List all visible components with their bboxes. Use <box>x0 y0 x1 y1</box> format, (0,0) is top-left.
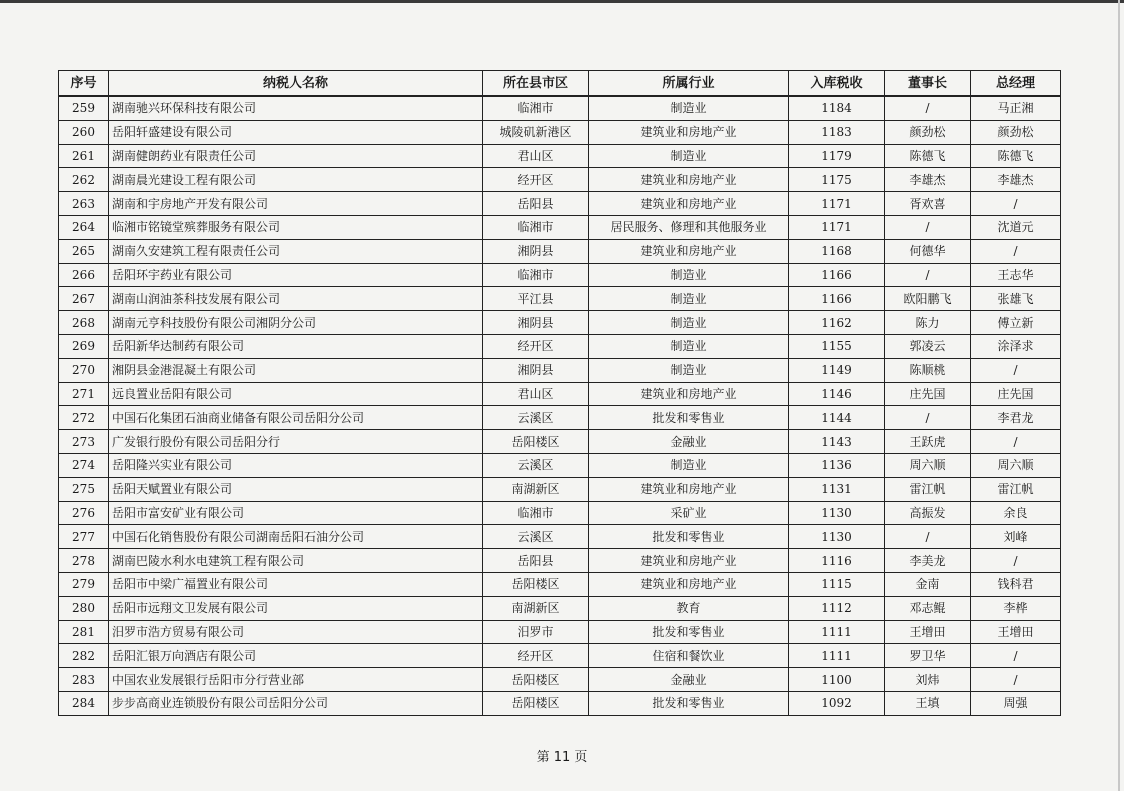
cell-district: 湘阴县 <box>483 239 589 263</box>
cell-industry: 制造业 <box>589 311 789 335</box>
cell-manager: 陈德飞 <box>971 144 1061 168</box>
cell-industry: 建筑业和房地产业 <box>589 239 789 263</box>
cell-tax: 1144 <box>789 406 885 430</box>
cell-district: 君山区 <box>483 144 589 168</box>
cell-no: 274 <box>59 453 109 477</box>
cell-chairman: 王跃虎 <box>885 430 971 454</box>
cell-tax: 1112 <box>789 596 885 620</box>
cell-tax: 1111 <box>789 620 885 644</box>
cell-chairman: / <box>885 96 971 120</box>
cell-no: 279 <box>59 572 109 596</box>
cell-chairman: 邓志鲲 <box>885 596 971 620</box>
cell-no: 259 <box>59 96 109 120</box>
cell-manager: 王增田 <box>971 620 1061 644</box>
cell-no: 273 <box>59 430 109 454</box>
cell-no: 278 <box>59 549 109 573</box>
cell-chairman: 欧阳鹏飞 <box>885 287 971 311</box>
cell-manager: 雷江帆 <box>971 477 1061 501</box>
cell-tax: 1184 <box>789 96 885 120</box>
cell-tax: 1175 <box>789 168 885 192</box>
cell-industry: 建筑业和房地产业 <box>589 572 789 596</box>
cell-district: 云溪区 <box>483 453 589 477</box>
cell-tax: 1166 <box>789 263 885 287</box>
cell-tax: 1136 <box>789 453 885 477</box>
cell-taxpayer-name: 岳阳市富安矿业有限公司 <box>109 501 483 525</box>
cell-manager: / <box>971 668 1061 692</box>
table-row <box>59 430 1061 454</box>
cell-district: 岳阳楼区 <box>483 668 589 692</box>
cell-taxpayer-name: 中国石化销售股份有限公司湖南岳阳石油分公司 <box>109 525 483 549</box>
cell-taxpayer-name: 湖南健朗药业有限责任公司 <box>109 144 483 168</box>
cell-tax: 1168 <box>789 239 885 263</box>
cell-district: 云溪区 <box>483 406 589 430</box>
table-row <box>59 168 1061 192</box>
cell-chairman: 王填 <box>885 691 971 715</box>
cell-chairman: 王增田 <box>885 620 971 644</box>
cell-tax: 1100 <box>789 668 885 692</box>
table-row <box>59 144 1061 168</box>
cell-taxpayer-name: 湖南巴陵水利水电建筑工程有限公司 <box>109 549 483 573</box>
header-name: 纳税人名称 <box>109 71 483 97</box>
cell-industry: 制造业 <box>589 453 789 477</box>
cell-no: 281 <box>59 620 109 644</box>
cell-industry: 住宿和餐饮业 <box>589 644 789 668</box>
cell-taxpayer-name: 湖南驰兴环保科技有限公司 <box>109 96 483 120</box>
table-row <box>59 287 1061 311</box>
header-tax: 入库税收 <box>789 71 885 97</box>
cell-no: 264 <box>59 215 109 239</box>
cell-industry: 批发和零售业 <box>589 691 789 715</box>
cell-chairman: 陈德飞 <box>885 144 971 168</box>
cell-no: 270 <box>59 358 109 382</box>
cell-district: 经开区 <box>483 334 589 358</box>
cell-taxpayer-name: 岳阳环宇药业有限公司 <box>109 263 483 287</box>
cell-district: 平江县 <box>483 287 589 311</box>
cell-industry: 制造业 <box>589 263 789 287</box>
cell-chairman: 李雄杰 <box>885 168 971 192</box>
cell-manager: 庄先国 <box>971 382 1061 406</box>
cell-taxpayer-name: 远良置业岳阳有限公司 <box>109 382 483 406</box>
cell-tax: 1162 <box>789 311 885 335</box>
cell-chairman: / <box>885 525 971 549</box>
cell-manager: 周强 <box>971 691 1061 715</box>
cell-manager: 刘峰 <box>971 525 1061 549</box>
cell-tax: 1149 <box>789 358 885 382</box>
cell-district: 南湖新区 <box>483 596 589 620</box>
cell-district: 湘阴县 <box>483 358 589 382</box>
cell-taxpayer-name: 临湘市铭镜堂殡葬服务有限公司 <box>109 215 483 239</box>
table-row <box>59 263 1061 287</box>
cell-chairman: 庄先国 <box>885 382 971 406</box>
cell-no: 276 <box>59 501 109 525</box>
header-manager: 总经理 <box>971 71 1061 97</box>
cell-taxpayer-name: 湖南和宇房地产开发有限公司 <box>109 192 483 216</box>
cell-taxpayer-name: 岳阳市远翔文卫发展有限公司 <box>109 596 483 620</box>
cell-chairman: 何德华 <box>885 239 971 263</box>
cell-no: 275 <box>59 477 109 501</box>
header-district: 所在县市区 <box>483 71 589 97</box>
cell-industry: 制造业 <box>589 144 789 168</box>
cell-industry: 建筑业和房地产业 <box>589 477 789 501</box>
cell-manager: / <box>971 239 1061 263</box>
cell-chairman: 周六顺 <box>885 453 971 477</box>
cell-manager: / <box>971 549 1061 573</box>
cell-district: 城陵矶新港区 <box>483 120 589 144</box>
cell-district: 岳阳县 <box>483 192 589 216</box>
cell-industry: 建筑业和房地产业 <box>589 382 789 406</box>
cell-taxpayer-name: 岳阳新华达制药有限公司 <box>109 334 483 358</box>
table-row <box>59 477 1061 501</box>
cell-no: 282 <box>59 644 109 668</box>
cell-industry: 批发和零售业 <box>589 525 789 549</box>
header-chairman: 董事长 <box>885 71 971 97</box>
cell-manager: 钱科君 <box>971 572 1061 596</box>
cell-tax: 1115 <box>789 572 885 596</box>
cell-tax: 1155 <box>789 334 885 358</box>
cell-taxpayer-name: 岳阳汇银万向酒店有限公司 <box>109 644 483 668</box>
cell-manager: 傅立新 <box>971 311 1061 335</box>
cell-chairman: 颜劲松 <box>885 120 971 144</box>
cell-manager: / <box>971 192 1061 216</box>
cell-chairman: 金南 <box>885 572 971 596</box>
cell-manager: 颜劲松 <box>971 120 1061 144</box>
table-row <box>59 525 1061 549</box>
cell-manager: 张雄飞 <box>971 287 1061 311</box>
table-row <box>59 311 1061 335</box>
cell-industry: 建筑业和房地产业 <box>589 549 789 573</box>
cell-tax: 1171 <box>789 215 885 239</box>
cell-taxpayer-name: 岳阳轩盛建设有限公司 <box>109 120 483 144</box>
cell-manager: 李雄杰 <box>971 168 1061 192</box>
cell-chairman: / <box>885 215 971 239</box>
cell-industry: 金融业 <box>589 430 789 454</box>
table-row <box>59 215 1061 239</box>
cell-taxpayer-name: 湖南山润油茶科技发展有限公司 <box>109 287 483 311</box>
table-row <box>59 192 1061 216</box>
table-row <box>59 120 1061 144</box>
cell-no: 271 <box>59 382 109 406</box>
table-body <box>59 96 1061 715</box>
cell-taxpayer-name: 岳阳天赋置业有限公司 <box>109 477 483 501</box>
cell-industry: 教育 <box>589 596 789 620</box>
cell-manager: 马正湘 <box>971 96 1061 120</box>
cell-district: 湘阴县 <box>483 311 589 335</box>
table-row <box>59 691 1061 715</box>
table-row <box>59 382 1061 406</box>
cell-district: 南湖新区 <box>483 477 589 501</box>
cell-tax: 1166 <box>789 287 885 311</box>
cell-no: 283 <box>59 668 109 692</box>
cell-tax: 1131 <box>789 477 885 501</box>
cell-no: 269 <box>59 334 109 358</box>
header-no: 序号 <box>59 71 109 97</box>
cell-industry: 制造业 <box>589 358 789 382</box>
cell-chairman: / <box>885 263 971 287</box>
cell-tax: 1130 <box>789 501 885 525</box>
cell-no: 261 <box>59 144 109 168</box>
cell-chairman: 刘炜 <box>885 668 971 692</box>
cell-industry: 居民服务、修理和其他服务业 <box>589 215 789 239</box>
cell-district: 临湘市 <box>483 263 589 287</box>
table-row <box>59 96 1061 120</box>
cell-tax: 1116 <box>789 549 885 573</box>
cell-tax: 1092 <box>789 691 885 715</box>
cell-chairman: / <box>885 406 971 430</box>
cell-industry: 建筑业和房地产业 <box>589 168 789 192</box>
cell-chairman: 陈顺桃 <box>885 358 971 382</box>
cell-chairman: 罗卫华 <box>885 644 971 668</box>
cell-taxpayer-name: 湘阴县金港混凝土有限公司 <box>109 358 483 382</box>
cell-chairman: 郭凌云 <box>885 334 971 358</box>
cell-tax: 1171 <box>789 192 885 216</box>
cell-no: 280 <box>59 596 109 620</box>
cell-tax: 1111 <box>789 644 885 668</box>
cell-taxpayer-name: 湖南晨光建设工程有限公司 <box>109 168 483 192</box>
cell-district: 岳阳楼区 <box>483 691 589 715</box>
cell-manager: 李君龙 <box>971 406 1061 430</box>
table-row <box>59 358 1061 382</box>
table-row <box>59 406 1061 430</box>
cell-tax: 1179 <box>789 144 885 168</box>
table-row <box>59 453 1061 477</box>
cell-taxpayer-name: 中国石化集团石油商业储备有限公司岳阳分公司 <box>109 406 483 430</box>
top-rule <box>0 0 1124 3</box>
cell-no: 260 <box>59 120 109 144</box>
cell-industry: 制造业 <box>589 334 789 358</box>
table-header-row <box>59 71 1061 97</box>
cell-manager: 李桦 <box>971 596 1061 620</box>
cell-industry: 制造业 <box>589 287 789 311</box>
cell-district: 经开区 <box>483 644 589 668</box>
cell-manager: / <box>971 644 1061 668</box>
cell-no: 267 <box>59 287 109 311</box>
cell-no: 268 <box>59 311 109 335</box>
cell-industry: 批发和零售业 <box>589 620 789 644</box>
cell-district: 岳阳县 <box>483 549 589 573</box>
page-edge <box>1118 0 1120 791</box>
cell-chairman: 雷江帆 <box>885 477 971 501</box>
cell-tax: 1183 <box>789 120 885 144</box>
cell-manager: 周六顺 <box>971 453 1061 477</box>
page-number: 第 11 页 <box>536 750 588 765</box>
cell-chairman: 李美龙 <box>885 549 971 573</box>
cell-tax: 1146 <box>789 382 885 406</box>
table-row <box>59 334 1061 358</box>
table-row <box>59 620 1061 644</box>
cell-no: 263 <box>59 192 109 216</box>
cell-taxpayer-name: 岳阳市中梁广福置业有限公司 <box>109 572 483 596</box>
table-row <box>59 644 1061 668</box>
cell-no: 266 <box>59 263 109 287</box>
cell-district: 君山区 <box>483 382 589 406</box>
cell-manager: / <box>971 358 1061 382</box>
cell-manager: 沈道元 <box>971 215 1061 239</box>
cell-taxpayer-name: 汨罗市浩方贸易有限公司 <box>109 620 483 644</box>
table-row <box>59 596 1061 620</box>
cell-industry: 制造业 <box>589 96 789 120</box>
cell-taxpayer-name: 广发银行股份有限公司岳阳分行 <box>109 430 483 454</box>
table-row <box>59 239 1061 263</box>
cell-district: 汨罗市 <box>483 620 589 644</box>
cell-industry: 批发和零售业 <box>589 406 789 430</box>
cell-industry: 建筑业和房地产业 <box>589 120 789 144</box>
cell-tax: 1143 <box>789 430 885 454</box>
cell-district: 岳阳楼区 <box>483 572 589 596</box>
cell-manager: 王志华 <box>971 263 1061 287</box>
table-row <box>59 549 1061 573</box>
cell-no: 284 <box>59 691 109 715</box>
cell-no: 265 <box>59 239 109 263</box>
cell-taxpayer-name: 湖南久安建筑工程有限责任公司 <box>109 239 483 263</box>
cell-no: 277 <box>59 525 109 549</box>
table-row <box>59 572 1061 596</box>
cell-district: 云溪区 <box>483 525 589 549</box>
cell-district: 岳阳楼区 <box>483 430 589 454</box>
cell-district: 经开区 <box>483 168 589 192</box>
cell-no: 272 <box>59 406 109 430</box>
cell-taxpayer-name: 湖南元亨科技股份有限公司湘阴分公司 <box>109 311 483 335</box>
header-industry: 所属行业 <box>589 71 789 97</box>
cell-taxpayer-name: 中国农业发展银行岳阳市分行营业部 <box>109 668 483 692</box>
cell-manager: 余良 <box>971 501 1061 525</box>
cell-district: 临湘市 <box>483 215 589 239</box>
cell-taxpayer-name: 岳阳隆兴实业有限公司 <box>109 453 483 477</box>
cell-manager: 涂泽求 <box>971 334 1061 358</box>
cell-district: 临湘市 <box>483 501 589 525</box>
cell-taxpayer-name: 步步高商业连锁股份有限公司岳阳分公司 <box>109 691 483 715</box>
table-row <box>59 501 1061 525</box>
cell-no: 262 <box>59 168 109 192</box>
cell-chairman: 陈力 <box>885 311 971 335</box>
table-row <box>59 668 1061 692</box>
cell-chairman: 高振发 <box>885 501 971 525</box>
cell-industry: 建筑业和房地产业 <box>589 192 789 216</box>
taxpayer-table <box>58 70 1061 716</box>
cell-district: 临湘市 <box>483 96 589 120</box>
cell-chairman: 胥欢喜 <box>885 192 971 216</box>
cell-industry: 采矿业 <box>589 501 789 525</box>
cell-industry: 金融业 <box>589 668 789 692</box>
cell-manager: / <box>971 430 1061 454</box>
cell-tax: 1130 <box>789 525 885 549</box>
